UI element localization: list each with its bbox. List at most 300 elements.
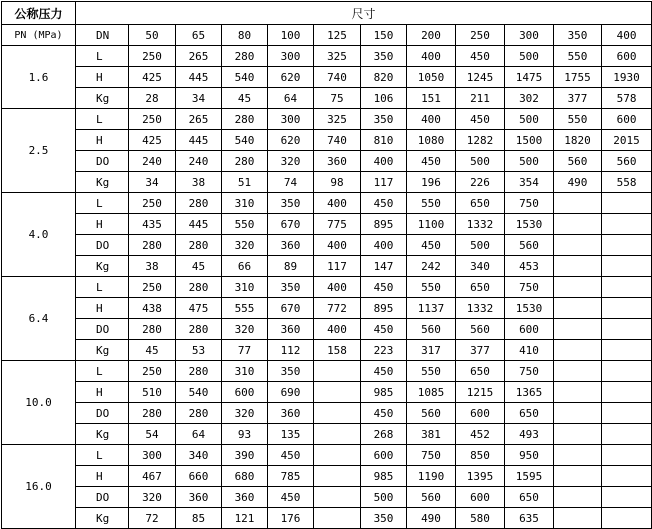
value-cell: 302 <box>505 88 554 109</box>
value-cell: 280 <box>222 109 268 130</box>
value-cell <box>554 256 602 277</box>
value-cell: 670 <box>268 298 314 319</box>
value-cell: 550 <box>554 109 602 130</box>
value-cell: 1190 <box>407 466 456 487</box>
value-cell: 490 <box>554 172 602 193</box>
value-cell: 650 <box>456 193 505 214</box>
table-row <box>2 319 652 340</box>
value-cell: 268 <box>361 424 407 445</box>
value-cell: 280 <box>222 151 268 172</box>
value-cell: 772 <box>314 298 361 319</box>
row-label-cell: Kg <box>76 88 129 109</box>
value-cell: 400 <box>314 319 361 340</box>
table-row <box>2 193 652 214</box>
value-cell: 558 <box>602 172 652 193</box>
value-cell: 620 <box>268 67 314 88</box>
value-cell <box>602 235 652 256</box>
pressure-value-cell: 1.6 <box>2 46 76 109</box>
table-row <box>2 508 652 529</box>
value-cell: 550 <box>407 361 456 382</box>
value-cell <box>314 424 361 445</box>
table-row <box>2 67 652 88</box>
value-cell: 500 <box>456 235 505 256</box>
value-cell: 540 <box>222 67 268 88</box>
value-cell <box>314 466 361 487</box>
value-cell: 45 <box>222 88 268 109</box>
value-cell: 112 <box>268 340 314 361</box>
value-cell: 340 <box>456 256 505 277</box>
dn-header-row <box>2 25 652 46</box>
value-cell: 467 <box>129 466 176 487</box>
value-cell: 1332 <box>456 214 505 235</box>
value-cell: 53 <box>176 340 222 361</box>
value-cell: 354 <box>505 172 554 193</box>
value-cell: 280 <box>176 235 222 256</box>
dn-value-cell: 250 <box>456 25 505 46</box>
value-cell <box>314 445 361 466</box>
value-cell: 578 <box>602 88 652 109</box>
row-label-cell: H <box>76 382 129 403</box>
value-cell: 650 <box>505 403 554 424</box>
dn-value-cell: 350 <box>554 25 602 46</box>
value-cell: 381 <box>407 424 456 445</box>
value-cell <box>602 298 652 319</box>
value-cell: 320 <box>222 403 268 424</box>
value-cell: 450 <box>268 487 314 508</box>
table-row <box>2 382 652 403</box>
value-cell: 775 <box>314 214 361 235</box>
value-cell: 450 <box>361 403 407 424</box>
value-cell: 895 <box>361 298 407 319</box>
value-cell: 600 <box>222 382 268 403</box>
table-row <box>2 487 652 508</box>
value-cell: 280 <box>176 361 222 382</box>
value-cell <box>602 214 652 235</box>
value-cell <box>554 445 602 466</box>
table-row <box>2 298 652 319</box>
value-cell: 196 <box>407 172 456 193</box>
pressure-value-cell: 2.5 <box>2 109 76 193</box>
value-cell: 750 <box>505 277 554 298</box>
row-label-cell: H <box>76 466 129 487</box>
value-cell: 450 <box>407 235 456 256</box>
row-label-cell: H <box>76 130 129 151</box>
value-cell: 550 <box>222 214 268 235</box>
value-cell: 560 <box>505 235 554 256</box>
pressure-value-cell: 10.0 <box>2 361 76 445</box>
value-cell: 240 <box>129 151 176 172</box>
value-cell: 360 <box>268 319 314 340</box>
value-cell: 410 <box>505 340 554 361</box>
value-cell: 1475 <box>505 67 554 88</box>
value-cell: 85 <box>176 508 222 529</box>
value-cell: 265 <box>176 46 222 67</box>
value-cell: 1930 <box>602 67 652 88</box>
value-cell: 250 <box>129 361 176 382</box>
value-cell: 1820 <box>554 130 602 151</box>
table-row <box>2 277 652 298</box>
value-cell: 445 <box>176 67 222 88</box>
value-cell: 265 <box>176 109 222 130</box>
value-cell <box>554 382 602 403</box>
value-cell: 89 <box>268 256 314 277</box>
value-cell <box>602 466 652 487</box>
value-cell: 450 <box>361 319 407 340</box>
value-cell: 750 <box>505 193 554 214</box>
value-cell <box>602 361 652 382</box>
value-cell: 400 <box>361 151 407 172</box>
value-cell: 950 <box>505 445 554 466</box>
value-cell: 425 <box>129 130 176 151</box>
value-cell: 280 <box>129 319 176 340</box>
value-cell: 1500 <box>505 130 554 151</box>
row-label-cell: Kg <box>76 508 129 529</box>
dn-label: DN <box>76 25 129 46</box>
value-cell: 390 <box>222 445 268 466</box>
value-cell: 280 <box>176 319 222 340</box>
table-row <box>2 466 652 487</box>
value-cell: 450 <box>361 361 407 382</box>
value-cell <box>602 319 652 340</box>
value-cell: 620 <box>268 130 314 151</box>
value-cell: 317 <box>407 340 456 361</box>
value-cell: 250 <box>129 46 176 67</box>
value-cell: 360 <box>268 235 314 256</box>
value-cell: 500 <box>361 487 407 508</box>
dn-value-cell: 65 <box>176 25 222 46</box>
value-cell: 223 <box>361 340 407 361</box>
value-cell: 350 <box>361 508 407 529</box>
value-cell: 895 <box>361 214 407 235</box>
value-cell: 540 <box>222 130 268 151</box>
value-cell: 493 <box>505 424 554 445</box>
value-cell: 1332 <box>456 298 505 319</box>
value-cell: 1245 <box>456 67 505 88</box>
value-cell <box>554 214 602 235</box>
value-cell: 650 <box>456 361 505 382</box>
value-cell: 500 <box>505 109 554 130</box>
value-cell: 280 <box>176 277 222 298</box>
value-cell: 450 <box>268 445 314 466</box>
value-cell: 320 <box>129 487 176 508</box>
table-row <box>2 235 652 256</box>
table-body <box>2 2 652 529</box>
value-cell: 425 <box>129 67 176 88</box>
table-row <box>2 130 652 151</box>
value-cell: 1282 <box>456 130 505 151</box>
value-cell <box>602 445 652 466</box>
value-cell: 580 <box>456 508 505 529</box>
dn-value-cell: 125 <box>314 25 361 46</box>
value-cell: 490 <box>407 508 456 529</box>
value-cell: 300 <box>129 445 176 466</box>
value-cell: 75 <box>314 88 361 109</box>
value-cell: 740 <box>314 67 361 88</box>
value-cell: 64 <box>268 88 314 109</box>
value-cell: 670 <box>268 214 314 235</box>
value-cell: 600 <box>456 487 505 508</box>
value-cell: 1530 <box>505 214 554 235</box>
value-cell: 350 <box>361 109 407 130</box>
row-label-cell: DO <box>76 487 129 508</box>
value-cell: 400 <box>314 193 361 214</box>
value-cell: 377 <box>456 340 505 361</box>
value-cell: 340 <box>176 445 222 466</box>
value-cell: 550 <box>554 46 602 67</box>
value-cell: 2015 <box>602 130 652 151</box>
value-cell <box>314 487 361 508</box>
value-cell: 510 <box>129 382 176 403</box>
row-label-cell: L <box>76 277 129 298</box>
value-cell: 74 <box>268 172 314 193</box>
value-cell: 360 <box>314 151 361 172</box>
dn-value-cell: 80 <box>222 25 268 46</box>
value-cell: 280 <box>129 235 176 256</box>
value-cell: 226 <box>456 172 505 193</box>
value-cell <box>602 508 652 529</box>
value-cell <box>554 403 602 424</box>
row-label-cell: H <box>76 214 129 235</box>
value-cell: 38 <box>176 172 222 193</box>
value-cell: 560 <box>407 487 456 508</box>
value-cell: 810 <box>361 130 407 151</box>
value-cell: 1530 <box>505 298 554 319</box>
value-cell: 320 <box>268 151 314 172</box>
value-cell <box>602 424 652 445</box>
value-cell: 300 <box>268 109 314 130</box>
value-cell: 985 <box>361 382 407 403</box>
value-cell: 450 <box>456 109 505 130</box>
value-cell: 450 <box>361 193 407 214</box>
value-cell: 560 <box>407 319 456 340</box>
row-label-cell: H <box>76 298 129 319</box>
value-cell: 64 <box>176 424 222 445</box>
row-label-cell: H <box>76 67 129 88</box>
value-cell: 350 <box>268 193 314 214</box>
value-cell <box>554 277 602 298</box>
value-cell: 820 <box>361 67 407 88</box>
value-cell: 325 <box>314 109 361 130</box>
pressure-header: 公称压力 <box>2 2 76 25</box>
row-label-cell: L <box>76 445 129 466</box>
value-cell: 360 <box>268 403 314 424</box>
value-cell: 300 <box>268 46 314 67</box>
value-cell: 325 <box>314 46 361 67</box>
dn-value-cell: 50 <box>129 25 176 46</box>
value-cell: 985 <box>361 466 407 487</box>
value-cell: 400 <box>361 235 407 256</box>
value-cell <box>554 298 602 319</box>
value-cell: 151 <box>407 88 456 109</box>
table-row <box>2 256 652 277</box>
table-row <box>2 46 652 67</box>
table-row <box>2 403 652 424</box>
row-label-cell: DO <box>76 151 129 172</box>
value-cell <box>602 403 652 424</box>
value-cell: 435 <box>129 214 176 235</box>
value-cell: 51 <box>222 172 268 193</box>
value-cell: 680 <box>222 466 268 487</box>
value-cell <box>602 277 652 298</box>
value-cell: 320 <box>222 235 268 256</box>
table-row <box>2 424 652 445</box>
row-label-cell: Kg <box>76 424 129 445</box>
value-cell: 450 <box>456 46 505 67</box>
value-cell: 98 <box>314 172 361 193</box>
value-cell: 600 <box>602 46 652 67</box>
value-cell: 400 <box>314 235 361 256</box>
dn-value-cell: 300 <box>505 25 554 46</box>
table-row <box>2 172 652 193</box>
table-row <box>2 445 652 466</box>
value-cell <box>554 508 602 529</box>
value-cell: 77 <box>222 340 268 361</box>
specification-table <box>1 1 652 529</box>
value-cell: 1137 <box>407 298 456 319</box>
value-cell <box>602 256 652 277</box>
size-header: 尺寸 <box>76 2 652 25</box>
row-label-cell: DO <box>76 235 129 256</box>
value-cell <box>602 487 652 508</box>
value-cell: 450 <box>361 277 407 298</box>
value-cell: 320 <box>222 319 268 340</box>
value-cell: 360 <box>222 487 268 508</box>
table-row <box>2 151 652 172</box>
value-cell: 450 <box>407 151 456 172</box>
pressure-value-cell: 4.0 <box>2 193 76 277</box>
value-cell: 560 <box>456 319 505 340</box>
pressure-unit-header: PN (MPa) <box>2 25 76 46</box>
value-cell: 750 <box>407 445 456 466</box>
value-cell <box>554 235 602 256</box>
value-cell <box>554 319 602 340</box>
value-cell: 475 <box>176 298 222 319</box>
value-cell: 785 <box>268 466 314 487</box>
value-cell: 445 <box>176 214 222 235</box>
value-cell: 560 <box>602 151 652 172</box>
value-cell: 445 <box>176 130 222 151</box>
value-cell: 66 <box>222 256 268 277</box>
value-cell: 600 <box>505 319 554 340</box>
value-cell <box>602 382 652 403</box>
value-cell: 560 <box>407 403 456 424</box>
value-cell: 72 <box>129 508 176 529</box>
table-row <box>2 109 652 130</box>
table-row <box>2 340 652 361</box>
value-cell: 452 <box>456 424 505 445</box>
row-label-cell: Kg <box>76 256 129 277</box>
value-cell: 1595 <box>505 466 554 487</box>
value-cell: 1755 <box>554 67 602 88</box>
value-cell: 550 <box>407 193 456 214</box>
value-cell: 250 <box>129 109 176 130</box>
value-cell: 54 <box>129 424 176 445</box>
value-cell: 121 <box>222 508 268 529</box>
row-label-cell: L <box>76 46 129 67</box>
value-cell <box>314 508 361 529</box>
value-cell: 850 <box>456 445 505 466</box>
value-cell: 400 <box>407 109 456 130</box>
value-cell: 38 <box>129 256 176 277</box>
value-cell: 1215 <box>456 382 505 403</box>
value-cell: 117 <box>361 172 407 193</box>
value-cell: 310 <box>222 193 268 214</box>
row-label-cell: L <box>76 361 129 382</box>
value-cell: 250 <box>129 193 176 214</box>
value-cell: 280 <box>222 46 268 67</box>
value-cell: 1085 <box>407 382 456 403</box>
value-cell: 310 <box>222 277 268 298</box>
value-cell: 106 <box>361 88 407 109</box>
value-cell: 34 <box>176 88 222 109</box>
value-cell: 240 <box>176 151 222 172</box>
value-cell: 147 <box>361 256 407 277</box>
value-cell: 600 <box>456 403 505 424</box>
value-cell: 377 <box>554 88 602 109</box>
row-label-cell: Kg <box>76 340 129 361</box>
value-cell: 117 <box>314 256 361 277</box>
pressure-value-cell: 16.0 <box>2 445 76 529</box>
pressure-value-cell: 6.4 <box>2 277 76 361</box>
dn-value-cell: 100 <box>268 25 314 46</box>
value-cell <box>314 382 361 403</box>
value-cell: 600 <box>361 445 407 466</box>
value-cell: 555 <box>222 298 268 319</box>
value-cell: 438 <box>129 298 176 319</box>
dn-value-cell: 400 <box>602 25 652 46</box>
value-cell: 280 <box>129 403 176 424</box>
table-row <box>2 361 652 382</box>
value-cell: 93 <box>222 424 268 445</box>
value-cell <box>554 487 602 508</box>
value-cell <box>554 340 602 361</box>
value-cell: 500 <box>505 151 554 172</box>
value-cell: 400 <box>314 277 361 298</box>
value-cell: 350 <box>361 46 407 67</box>
value-cell: 750 <box>505 361 554 382</box>
value-cell: 500 <box>505 46 554 67</box>
row-label-cell: Kg <box>76 172 129 193</box>
value-cell: 400 <box>407 46 456 67</box>
value-cell: 242 <box>407 256 456 277</box>
row-label-cell: DO <box>76 403 129 424</box>
value-cell <box>554 361 602 382</box>
value-cell: 176 <box>268 508 314 529</box>
value-cell: 453 <box>505 256 554 277</box>
value-cell: 211 <box>456 88 505 109</box>
value-cell: 45 <box>176 256 222 277</box>
value-cell: 550 <box>407 277 456 298</box>
value-cell: 360 <box>176 487 222 508</box>
value-cell: 650 <box>456 277 505 298</box>
value-cell: 350 <box>268 361 314 382</box>
value-cell: 310 <box>222 361 268 382</box>
value-cell: 740 <box>314 130 361 151</box>
row-label-cell: L <box>76 109 129 130</box>
value-cell: 1100 <box>407 214 456 235</box>
value-cell: 560 <box>554 151 602 172</box>
value-cell: 600 <box>602 109 652 130</box>
value-cell: 660 <box>176 466 222 487</box>
value-cell: 34 <box>129 172 176 193</box>
value-cell: 650 <box>505 487 554 508</box>
value-cell: 280 <box>176 403 222 424</box>
value-cell: 690 <box>268 382 314 403</box>
value-cell <box>554 424 602 445</box>
value-cell: 635 <box>505 508 554 529</box>
value-cell <box>602 193 652 214</box>
value-cell: 540 <box>176 382 222 403</box>
